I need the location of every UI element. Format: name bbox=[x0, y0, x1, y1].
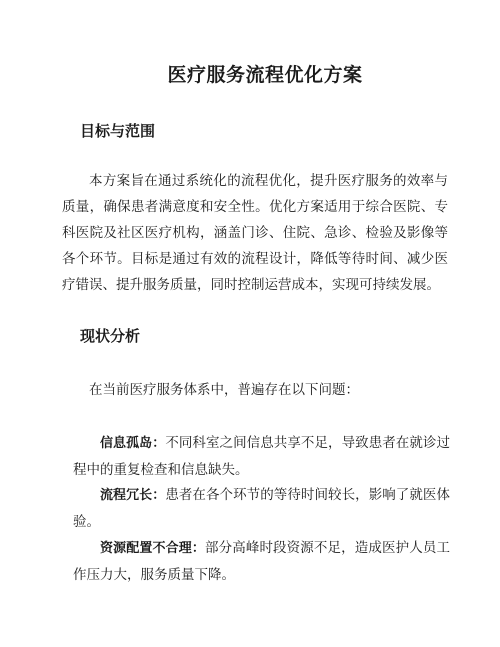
section-heading-scope: 目标与范围 bbox=[80, 122, 156, 140]
issue-item-resource-allocation bbox=[73, 535, 450, 588]
issue-separator: ： bbox=[152, 488, 166, 503]
scope-paragraph: 本方案旨在通过系统化的流程优化，提升医疗服务的效率与质量，确保患者满意度和安全性。优化方案适用于综合医院、专科医院及社区医疗机构，涵盖门诊、住院、急诊、检验及影像等各个环节。目标是通过有效的流程设计，降低等待时间、减少医疗错误、提升服务质量，同时控制运营成本，实现可持续发展。 bbox=[62, 173, 448, 293]
issue-term: 信息孤岛 bbox=[100, 436, 153, 451]
status-intro-paragraph: 在当前医疗服务体系中，普遍存在以下问题： bbox=[89, 382, 359, 398]
document-title: 医疗服务流程优化方案 bbox=[167, 64, 363, 86]
issue-item-information-silos bbox=[73, 430, 450, 483]
issue-separator: ： bbox=[152, 436, 166, 451]
issue-text: 患者在各个环节的等待时间较长，影响了就医体验。 bbox=[73, 487, 450, 530]
issue-item-lengthy-process bbox=[73, 482, 450, 535]
issue-term: 资源配置不合理 bbox=[100, 541, 192, 556]
issue-term: 流程冗长 bbox=[100, 488, 153, 503]
issue-text: 不同科室之间信息共享不足，导致患者在就诊过程中的重复检查和信息缺失。 bbox=[73, 435, 450, 478]
section-heading-status: 现状分析 bbox=[80, 327, 141, 345]
issue-separator: ： bbox=[191, 541, 205, 556]
issue-text: 部分高峰时段资源不足，造成医护人员工作压力大，服务质量下降。 bbox=[73, 540, 450, 583]
